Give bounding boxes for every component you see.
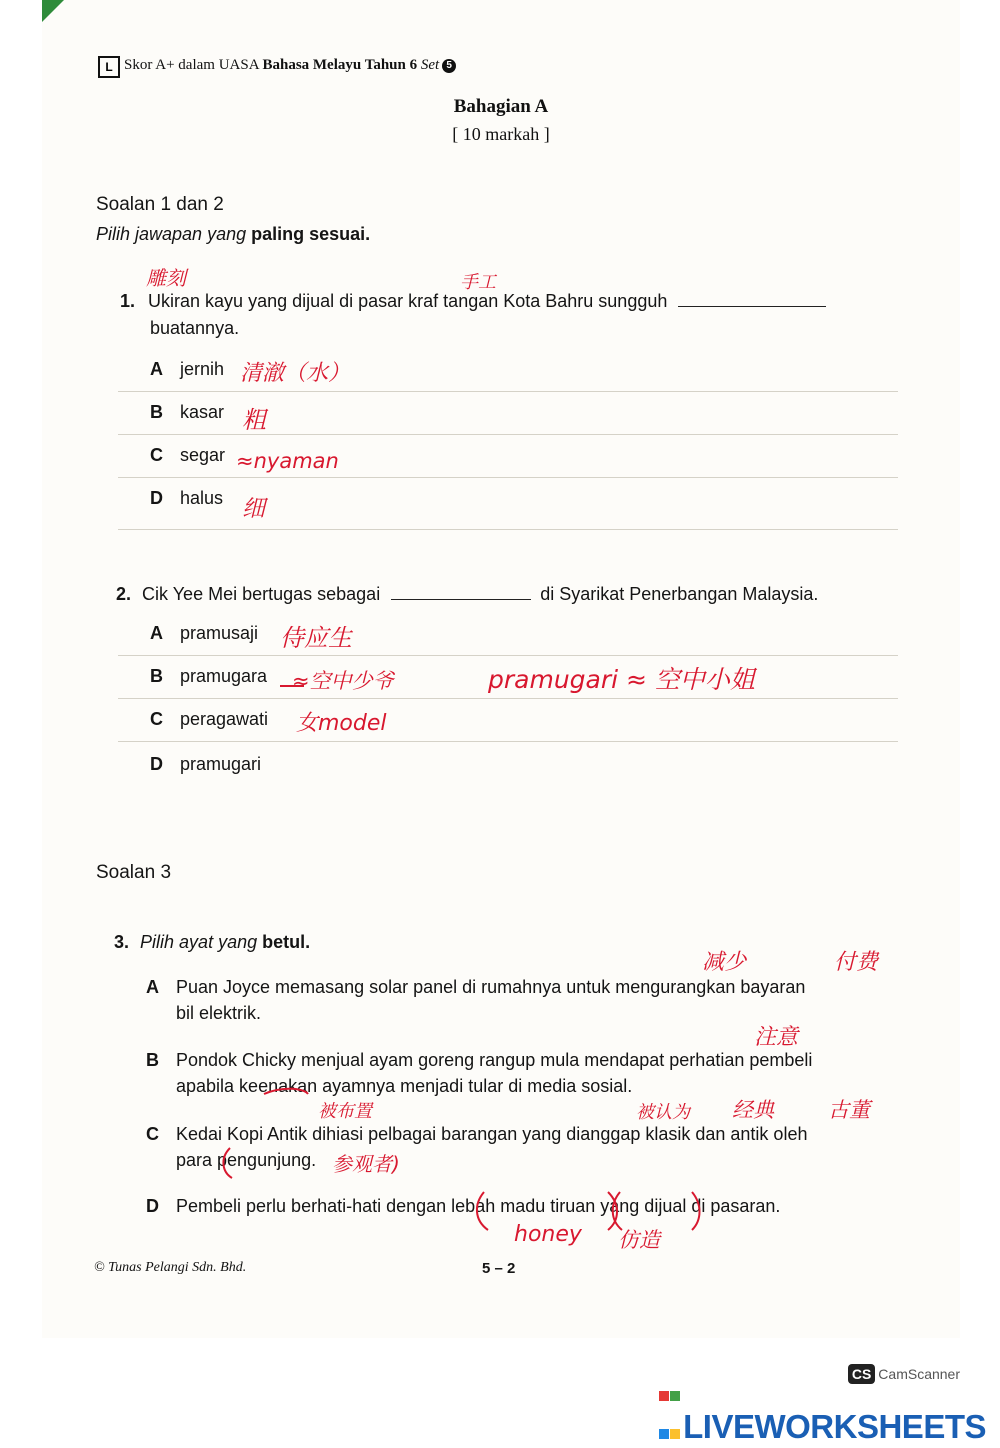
option-line: Puan Joyce memasang solar panel di rumahnya untuk mengurangkan bayaran [176,977,806,997]
annotation: 经典 [732,1098,774,1122]
option-text: pramusaji [180,623,259,643]
option-line: bil elektrik. [176,1003,262,1023]
option-text: halus [180,488,224,508]
annotation: 女model [296,711,387,736]
annotation: 减少 [702,950,747,975]
set-number-badge: 5 [442,59,456,73]
option-line: Pondok Chicky menjual ayam goreng rangup mula mendapat perhatian pembeli [176,1050,813,1070]
option-letter: C [146,1124,159,1144]
option-letter: A [150,359,163,379]
option-letter: D [150,754,163,774]
option-text: pramugari [180,754,262,774]
question-1-continued: buatannya. [150,318,240,338]
option-text: segar [180,445,226,465]
option-letter: B [150,402,163,422]
subject-title: Bahasa Melayu Tahun 6 [262,57,418,73]
option-letter: A [146,977,159,997]
group1-instruction: Pilih jawapan yang paling sesuai. [96,224,371,244]
annotation: 古董 [828,1098,870,1122]
book-logo-icon: L [98,56,120,78]
annotation: 注意 [754,1025,799,1050]
group1-heading: Soalan 1 dan 2 [96,194,224,215]
liveworksheets-logo-icon [659,1372,681,1394]
option-line: para pengunjung. [176,1150,317,1170]
annotation: 被布置 [318,1101,372,1122]
section-marks: [ 10 markah ] [452,124,550,144]
annotation: 粗 [242,406,266,434]
annotation: 清澈（水） [240,361,351,386]
worksheet-page [42,0,960,1338]
annotation: ≈nyaman [236,449,339,473]
question-instruction-bold: betul. [262,932,311,952]
option-line: Pembeli perlu berhati-hati dengan lebah madu tiruan yang dijual di pasaran. [176,1196,781,1216]
annotation: 参观者) [332,1152,400,1176]
question-number: 3. [114,932,130,952]
option-letter: C [150,709,163,729]
question-number: 2. [116,584,132,604]
option-line: Kedai Kopi Antik dihiasi pelbagai barangan yang dianggap klasik dan antik oleh [176,1124,808,1144]
option-text: pramugara [180,666,268,686]
group2-heading: Soalan 3 [96,862,172,883]
option-text: peragawati [180,709,269,729]
liveworksheets-logo[interactable] [659,1372,986,1446]
question-instruction: Pilih ayat yang [140,932,258,952]
option-letter: D [150,488,163,508]
circle-mark [692,1192,700,1230]
section-title: Bahagian A [453,96,549,117]
circle-mark [477,1192,488,1230]
option-letter: D [146,1196,159,1216]
annotation: 付费 [834,950,879,975]
handwritten-marks [42,0,960,1338]
copyright: © Tunas Pelangi Sdn. Bhd. [94,1260,247,1275]
question-text-after: di Syarikat Penerbangan Malaysia. [540,584,819,604]
annotation: ≈空中少爷 [292,669,394,693]
annotation: honey [514,1222,582,1247]
question-number: 1. [120,291,136,311]
option-letter: C [150,445,163,465]
annotation: 手工 [460,272,496,293]
camscanner-badge: CS [848,1364,875,1384]
annotation: 仿造 [618,1228,660,1252]
camscanner-text: CamScanner [878,1366,960,1382]
book-title: Skor A+ dalam UASA [124,57,259,73]
page-number: 5 – 2 [482,1260,516,1277]
question-text: Ukiran kayu yang dijual di pasar kraf tangan Kota Bahru sungguh [148,291,668,311]
liveworksheets-text: LIVEWORKSHEETS [683,1408,986,1445]
underline-mark [264,1089,308,1094]
option-letter: B [150,666,163,686]
option-letter: B [146,1050,159,1070]
option-letter: A [150,623,163,643]
annotation: pramugari ≈ 空中小姐 [488,665,755,694]
option-text: kasar [180,402,225,422]
annotation: 被认为 [636,1102,690,1123]
question-text: Cik Yee Mei bertugas sebagai [142,584,381,604]
option-text: jernih [180,359,225,379]
set-label: Set [420,57,440,73]
option-line: apabila keenakan ayamnya menjadi tular di media sosial. [176,1076,633,1096]
annotation: 雕刻 [146,266,186,290]
annotation: 细 [242,496,265,522]
circle-mark [223,1148,232,1178]
annotation: 侍应生 [280,624,352,652]
